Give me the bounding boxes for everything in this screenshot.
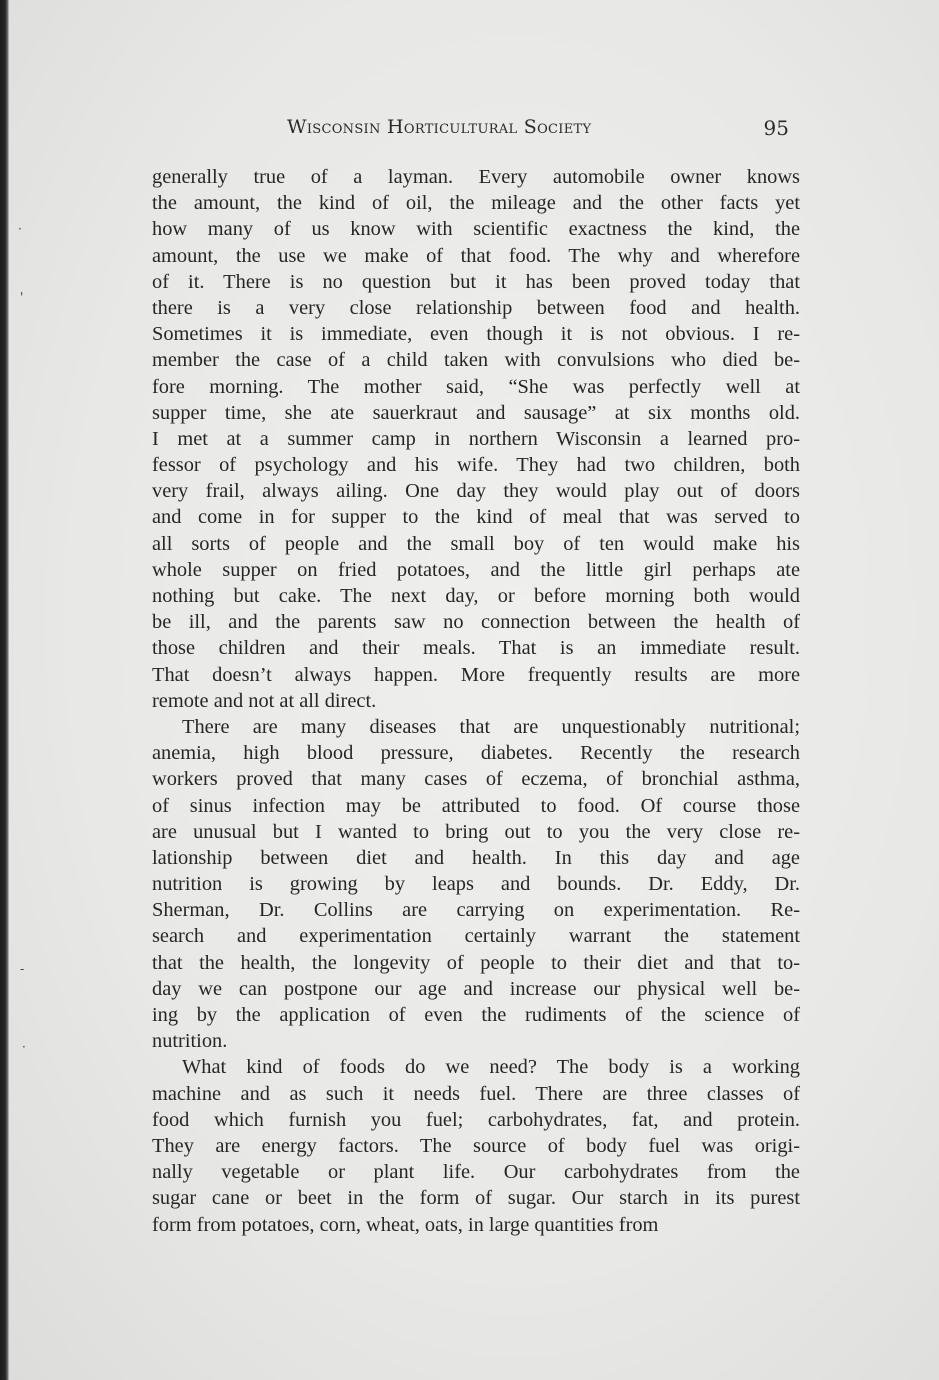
text-line: They are energy factors. The source of body fuel was origi- (152, 1134, 800, 1157)
text-line: those children and their meals. That is an immediate result. (152, 637, 800, 660)
text-line: food which furnish you fuel; carbohydrates, fat, and protein. (152, 1108, 800, 1131)
text-line: Sherman, Dr. Collins are carrying on experimentation. Re- (152, 899, 800, 922)
text-line: the amount, the kind of oil, the mileage and the other facts yet (152, 192, 800, 215)
text-line: machine and as such it needs fuel. There are three classes of (152, 1082, 800, 1105)
margin-speck: · (18, 222, 22, 236)
text-line: fessor of psychology and his wife. They had two children, both (152, 454, 800, 477)
text-line: how many of us know with scientific exactness the kind, the (152, 218, 800, 241)
margin-speck: - (20, 962, 25, 976)
text-line: lationship between diet and health. In this day and age (152, 846, 800, 869)
text-line: sugar cane or beet in the form of sugar. Our starch in its purest (152, 1187, 800, 1210)
text-line: form from potatoes, corn, wheat, oats, in large quantities from (152, 1213, 659, 1236)
text-line: workers proved that many cases of eczema, of bronchial asthma, (152, 768, 800, 791)
page-number: 95 (763, 116, 789, 140)
text-line: What kind of foods do we need? The body is a working (182, 1056, 800, 1079)
body-text (152, 164, 800, 1238)
text-line: nutrition. (152, 1030, 228, 1053)
text-line: and come in for supper to the kind of meal that was served to (152, 506, 800, 529)
text-line: day we can postpone our age and increase our physical well be- (152, 977, 800, 1000)
text-line: generally true of a layman. Every automobile owner knows (152, 166, 800, 188)
text-line: anemia, high blood pressure, diabetes. Recently the research (152, 742, 800, 765)
text-line: remote and not at all direct. (152, 689, 377, 712)
text-line: member the case of a child taken with convulsions who died be- (152, 349, 800, 372)
margin-speck: · (22, 1040, 26, 1054)
text-line: whole supper on fried potatoes, and the little girl perhaps ate (152, 558, 800, 581)
text-line: supper time, she ate sauerkraut and sausage” at six months old. (152, 401, 800, 424)
text-line: Sometimes it is immediate, even though it is not obvious. I re- (152, 323, 800, 346)
text-line: amount, the use we make of that food. The why and wherefore (152, 244, 800, 267)
text-line: of sinus infection may be attributed to food. Of course those (152, 794, 800, 817)
text-line: be ill, and the parents saw no connection between the health of (152, 611, 800, 634)
text-line: search and experimentation certainly warrant the statement (152, 925, 800, 948)
text-line: nally vegetable or plant life. Our carbohydrates from the (152, 1161, 800, 1184)
text-line: nothing but cake. The next day, or before morning both would (152, 585, 800, 607)
text-line: I met at a summer camp in northern Wisconsin a learned pro- (152, 427, 800, 450)
text-line: that the health, the longevity of people to their diet and that to- (152, 951, 800, 974)
paragraph (152, 1054, 800, 1237)
paragraph (152, 714, 800, 1054)
paragraph (152, 164, 800, 714)
running-head (150, 116, 795, 144)
text-line: all sorts of people and the small boy of ten would make his (152, 532, 800, 555)
text-line: there is a very close relationship between food and health. (152, 296, 800, 319)
text-line: That doesn’t always happen. More frequently results are more (152, 663, 800, 686)
text-line: There are many diseases that are unquestionably nutritional; (182, 715, 800, 738)
binding-edge (0, 0, 9, 1380)
running-title: Wisconsin Horticultural Society (287, 116, 592, 138)
text-line: ing by the application of even the rudiments of the science of (152, 1004, 800, 1026)
margin-speck: ' (20, 290, 24, 304)
text-line: fore morning. The mother said, “She was perfectly well at (152, 375, 800, 398)
text-line: are unusual but I wanted to bring out to you the very close re- (152, 820, 800, 843)
text-line: of it. There is no question but it has been proved today that (152, 270, 800, 293)
text-line: nutrition is growing by leaps and bounds. Dr. Eddy, Dr. (152, 873, 800, 896)
text-line: very frail, always ailing. One day they would play out of doors (152, 480, 800, 503)
